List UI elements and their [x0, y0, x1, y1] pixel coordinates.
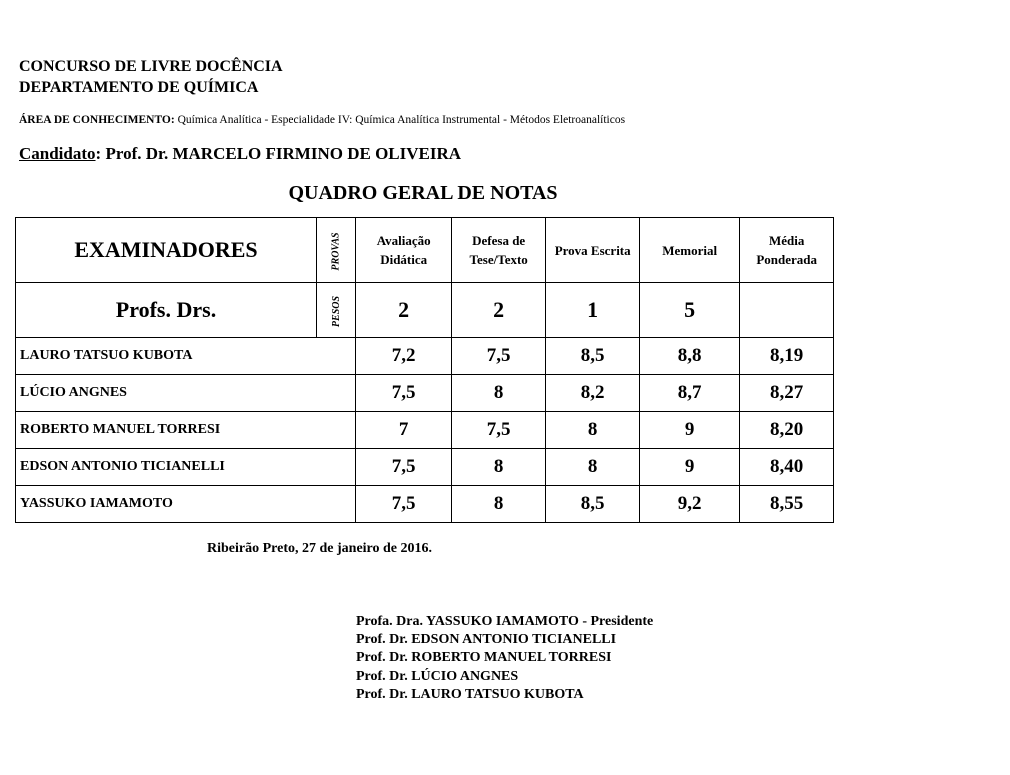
- pesos-label: PESOS: [330, 295, 342, 328]
- candidate-name: : Prof. Dr. MARCELO FIRMINO DE OLIVEIRA: [95, 144, 462, 163]
- score-defesa: 8: [452, 486, 546, 523]
- pesos-cell: [317, 283, 356, 338]
- score-memorial: 9,2: [640, 486, 740, 523]
- score-avaliacao: 7: [356, 412, 452, 449]
- candidate-line: [19, 144, 461, 164]
- score-avaliacao: 7,5: [356, 449, 452, 486]
- score-memorial: 8,7: [640, 375, 740, 412]
- score-avaliacao: 7,5: [356, 375, 452, 412]
- col-header-prova-escrita: Prova Escrita: [546, 218, 640, 283]
- signature-line: Prof. Dr. LAURO TATSUO KUBOTA: [356, 687, 584, 702]
- profs-label: Profs. Drs.: [16, 283, 317, 338]
- score-prova-escrita: 8,5: [546, 338, 640, 375]
- date-line: Ribeirão Preto, 27 de janeiro de 2016.: [207, 541, 433, 556]
- knowledge-area-value: Química Analítica - Especialidade IV: Química Analítica Instrumental - Métodos Eletroanalíticos: [174, 114, 626, 126]
- weight-defesa: 2: [452, 283, 546, 338]
- score-prova-escrita: 8: [546, 412, 640, 449]
- col-header-memorial: Memorial: [640, 218, 740, 283]
- header-row: [16, 218, 834, 283]
- score-avaliacao: 7,5: [356, 486, 452, 523]
- score-memorial: 8,8: [640, 338, 740, 375]
- weight-memorial: 5: [640, 283, 740, 338]
- candidate-label: Candidato: [19, 144, 96, 163]
- score-media: 8,40: [740, 449, 834, 486]
- examiner-name: EDSON ANTONIO TICIANELLI: [16, 449, 356, 486]
- table-row: [16, 375, 834, 412]
- col-header-avaliacao: Avaliação Didática: [356, 218, 452, 283]
- signature-line: Profa. Dra. YASSUKO IAMAMOTO - Presidente: [356, 614, 654, 629]
- signature-line: Prof. Dr. LÚCIO ANGNES: [356, 669, 519, 684]
- score-memorial: 9: [640, 412, 740, 449]
- score-media: 8,20: [740, 412, 834, 449]
- department-title: DEPARTAMENTO DE QUÍMICA: [19, 79, 259, 96]
- score-media: 8,55: [740, 486, 834, 523]
- signature-line: Prof. Dr. EDSON ANTONIO TICIANELLI: [356, 632, 617, 647]
- score-defesa: 8: [452, 449, 546, 486]
- table-row: [16, 486, 834, 523]
- score-prova-escrita: 8,5: [546, 486, 640, 523]
- score-prova-escrita: 8,2: [546, 375, 640, 412]
- contest-title: CONCURSO DE LIVRE DOCÊNCIA: [19, 58, 283, 75]
- score-defesa: 8: [452, 375, 546, 412]
- grades-table: [15, 217, 834, 523]
- examiner-name: YASSUKO IAMAMOTO: [16, 486, 356, 523]
- knowledge-area: [19, 114, 625, 126]
- provas-label: PROVAS: [330, 232, 342, 271]
- score-media: 8,19: [740, 338, 834, 375]
- score-media: 8,27: [740, 375, 834, 412]
- table-row: [16, 412, 834, 449]
- table-title: QUADRO GERAL DE NOTAS: [288, 182, 558, 204]
- provas-cell: [317, 218, 356, 283]
- examiner-name: LAURO TATSUO KUBOTA: [16, 338, 356, 375]
- score-memorial: 9: [640, 449, 740, 486]
- table-row: [16, 338, 834, 375]
- examiner-name: ROBERTO MANUEL TORRESI: [16, 412, 356, 449]
- weights-row: [16, 283, 834, 338]
- score-defesa: 7,5: [452, 412, 546, 449]
- weight-media: [740, 283, 834, 338]
- table-row: [16, 449, 834, 486]
- score-defesa: 7,5: [452, 338, 546, 375]
- weight-avaliacao: 2: [356, 283, 452, 338]
- score-avaliacao: 7,2: [356, 338, 452, 375]
- examiners-header: EXAMINADORES: [16, 218, 317, 283]
- weight-prova-escrita: 1: [546, 283, 640, 338]
- score-prova-escrita: 8: [546, 449, 640, 486]
- col-header-defesa: Defesa de Tese/Texto: [452, 218, 546, 283]
- examiner-name: LÚCIO ANGNES: [16, 375, 356, 412]
- knowledge-area-label: ÁREA DE CONHECIMENTO:: [19, 114, 175, 126]
- col-header-media: Média Ponderada: [740, 218, 834, 283]
- signature-line: Prof. Dr. ROBERTO MANUEL TORRESI: [356, 650, 612, 665]
